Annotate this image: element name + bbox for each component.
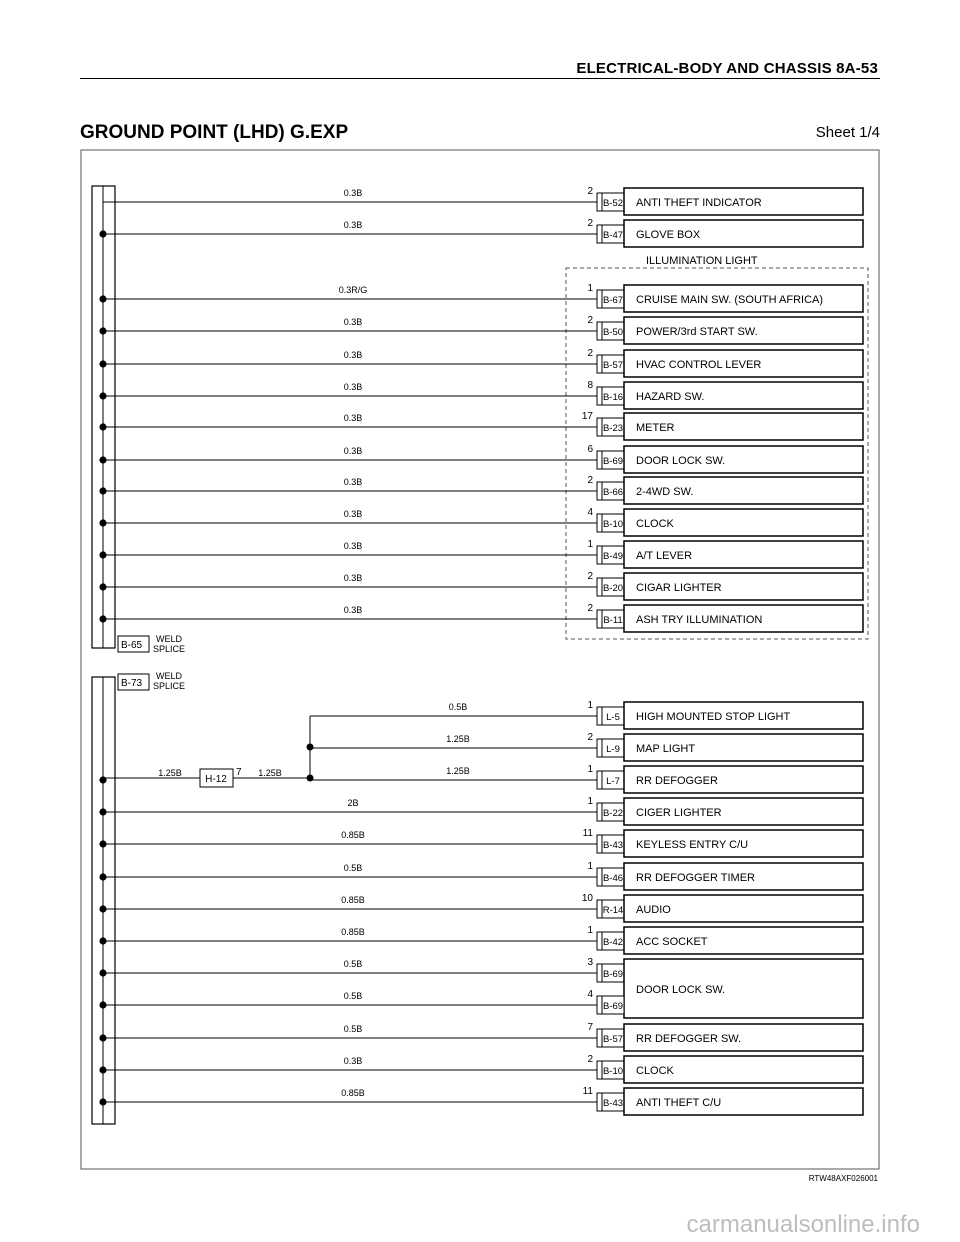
connector-tab (597, 835, 602, 853)
connector-tab (597, 707, 602, 725)
connector-tab (597, 900, 602, 918)
wire-label: 0.3B (343, 605, 363, 615)
ground-junction-dot (99, 615, 106, 622)
connector-tab (597, 739, 602, 757)
pin-number: 2 (587, 475, 593, 486)
wire-label: 0.5B (343, 863, 363, 873)
wire-label: 0.85B (341, 895, 365, 905)
watermark: carmanualsonline.info (686, 1211, 920, 1238)
pin-number: 2 (587, 186, 593, 197)
ground-junction-dot (99, 1098, 106, 1105)
connector-tab (597, 1093, 602, 1111)
connector-id: B-69 (602, 456, 624, 467)
junction-dot (307, 744, 314, 751)
pin-number: 2 (587, 218, 593, 229)
pin-number: 2 (587, 603, 593, 614)
h12-pin: 7 (236, 767, 242, 778)
ground-junction-dot (99, 808, 106, 815)
pin-number: 11 (582, 1086, 593, 1097)
ground-junction-dot (99, 873, 106, 880)
wire-label: 2B (347, 798, 359, 808)
connector-id: B-11 (603, 615, 623, 626)
h12-wire-right: 1.25B (258, 768, 282, 778)
wire-label: 0.3B (343, 382, 363, 392)
pin-number: 2 (587, 315, 593, 326)
ground-junction-dot (99, 1001, 106, 1008)
component-label: CLOCK (636, 518, 674, 530)
component-label: RR DEFOGGER TIMER (636, 872, 755, 884)
pin-number: 1 (587, 539, 593, 550)
ground-junction-dot (99, 905, 106, 912)
connector-id: B-66 (602, 487, 624, 498)
pin-number: 4 (587, 507, 593, 518)
component-label: ANTI THEFT INDICATOR (636, 197, 762, 209)
component-label: KEYLESS ENTRY C/U (636, 839, 749, 851)
connector-id: B-43 (602, 840, 624, 851)
ground-junction-dot (99, 360, 106, 367)
wire-label: 1.25B (446, 766, 470, 776)
wire-label: 0.3B (343, 446, 363, 456)
connector-tab (597, 482, 602, 500)
pin-number: 1 (587, 925, 593, 936)
pin-number: 1 (587, 861, 593, 872)
component-label: CRUISE MAIN SW. (SOUTH AFRICA) (636, 294, 824, 306)
connector-id: B-42 (602, 937, 624, 948)
splice-b65-label-1: WELD (155, 634, 183, 644)
component-label: HIGH MOUNTED STOP LIGHT (636, 711, 791, 723)
pin-number: 1 (587, 283, 593, 294)
ground-junction-dot (99, 230, 106, 237)
component-label: RR DEFOGGER SW. (636, 1033, 742, 1045)
pin-number: 8 (587, 380, 593, 391)
connector-id: B-49 (602, 551, 624, 562)
wire-label: 0.5B (343, 959, 363, 969)
connector-tab (597, 193, 602, 211)
connector-id: B-23 (602, 423, 624, 434)
ground-junction-dot (99, 551, 106, 558)
connector-tab (597, 290, 602, 308)
connector-tab (597, 932, 602, 950)
connector-tab (597, 1061, 602, 1079)
connector-tab (597, 514, 602, 532)
component-label: DOOR LOCK SW. (636, 455, 726, 467)
pin-number: 3 (587, 957, 593, 968)
wire-label: 0.85B (341, 1088, 365, 1098)
connector-id: B-10 (602, 519, 624, 530)
connector-tab (597, 610, 602, 628)
wire-label: 0.3B (343, 1056, 363, 1066)
ground-junction-dot (99, 327, 106, 334)
pin-number: 11 (582, 828, 593, 839)
connector-id: B-47 (602, 230, 624, 241)
component-label: HAZARD SW. (636, 391, 705, 403)
wire-label: 0.3B (343, 509, 363, 519)
ground-junction-dot (99, 840, 106, 847)
h12-wire-left: 1.25B (158, 768, 182, 778)
pin-number: 2 (587, 571, 593, 582)
illumination-light-label: ILLUMINATION LIGHT (646, 255, 758, 267)
component-label: ANTI THEFT C/U (636, 1097, 722, 1109)
component-label: 2-4WD SW. (636, 486, 694, 498)
connector-id: B-57 (602, 360, 624, 371)
connector-tab (597, 387, 602, 405)
pin-number: 2 (587, 1054, 593, 1065)
wire-label: 0.3B (343, 573, 363, 583)
component-label: RR DEFOGGER (636, 775, 718, 787)
ground-junction-dot (99, 487, 106, 494)
connector-id: B-43 (602, 1098, 624, 1109)
connector-id: L-5 (606, 712, 620, 723)
wire-label: 0.5B (343, 991, 363, 1001)
sheet-number: Sheet 1/4 (815, 124, 880, 141)
connector-tab (597, 868, 602, 886)
component-label: DOOR LOCK SW. (636, 984, 726, 996)
splice-b73-label-1: WELD (155, 671, 183, 681)
connector-tab (597, 803, 602, 821)
component-label: METER (636, 422, 675, 434)
connector-tab (597, 578, 602, 596)
connector-tab (597, 418, 602, 436)
wire-label: 0.3B (343, 541, 363, 551)
splice-b65-id: B-65 (121, 640, 143, 651)
connector-id: B-20 (602, 583, 624, 594)
connector-id: B-46 (602, 873, 624, 884)
ground-junction-dot (99, 583, 106, 590)
connector-tab (597, 996, 602, 1014)
connector-id: B-10 (602, 1066, 624, 1077)
connector-id: R-14 (602, 905, 624, 916)
ground-junction-dot (99, 392, 106, 399)
splice-b73-id: B-73 (121, 678, 143, 689)
component-label: HVAC CONTROL LEVER (636, 359, 762, 371)
component-label: GLOVE BOX (636, 229, 701, 241)
connector-id: B-57 (602, 1034, 624, 1045)
wire-label: 0.85B (341, 927, 365, 937)
component-label: CIGAR LIGHTER (636, 582, 722, 594)
component-label: ASH TRY ILLUMINATION (636, 614, 763, 626)
component-label: MAP LIGHT (636, 743, 696, 755)
pin-number: 1 (587, 796, 593, 807)
component-label: ACC SOCKET (636, 936, 708, 948)
wire-label: 0.5B (448, 702, 468, 712)
connector-tab (597, 451, 602, 469)
connector-id: B-67 (602, 295, 624, 306)
connector-id: B-22 (602, 808, 624, 819)
pin-number: 17 (581, 411, 593, 422)
wire-label: 1.25B (446, 734, 470, 744)
connector-tab (597, 355, 602, 373)
connector-id: B-69 (602, 969, 624, 980)
connector-tab (597, 1029, 602, 1047)
connector-tab (597, 964, 602, 982)
wire-label: 0.3B (343, 317, 363, 327)
component-label: CIGER LIGHTER (636, 807, 722, 819)
component-label: AUDIO (636, 904, 671, 916)
pin-number: 2 (587, 348, 593, 359)
splice-b73-label-2: SPLICE (152, 681, 186, 691)
wire-label: 0.3B (343, 188, 363, 198)
ground-junction-dot (99, 969, 106, 976)
wire-label: 0.85B (341, 830, 365, 840)
ground-junction-dot (99, 937, 106, 944)
connector-tab (597, 771, 602, 789)
connector-id: B-69 (602, 1001, 624, 1012)
ground-junction-dot (99, 519, 106, 526)
connector-tab (597, 546, 602, 564)
component-label: POWER/3rd START SW. (636, 326, 758, 338)
page-header-title: ELECTRICAL-BODY AND CHASSIS 8A-53 (576, 60, 878, 77)
pin-number: 2 (587, 732, 593, 743)
wire-label: 0.3B (343, 350, 363, 360)
diagram-title: GROUND POINT (LHD) G.EXP (80, 122, 349, 143)
pin-number: 4 (587, 989, 593, 1000)
connector-id: B-16 (602, 392, 624, 403)
wire-label: 0.5B (343, 1024, 363, 1034)
pin-number: 10 (581, 893, 593, 904)
connector-id: L-7 (606, 776, 620, 787)
ground-junction-dot (99, 423, 106, 430)
h12-id: H-12 (205, 774, 227, 785)
component-label: CLOCK (636, 1065, 674, 1077)
ground-junction-dot (99, 1034, 106, 1041)
wire-label: 0.3R/G (338, 285, 368, 295)
connector-id: B-50 (602, 327, 624, 338)
connector-tab (597, 322, 602, 340)
wire-label: 0.3B (343, 477, 363, 487)
figure-code: RTW48AXF026001 (808, 1174, 878, 1183)
ground-junction-dot (99, 295, 106, 302)
ground-junction-dot (99, 456, 106, 463)
connector-tab (597, 225, 602, 243)
splice-b65-label-2: SPLICE (152, 644, 186, 654)
component-label: A/T LEVER (636, 550, 693, 562)
pin-number: 6 (587, 444, 593, 455)
pin-number: 1 (587, 764, 593, 775)
wire-label: 0.3B (343, 413, 363, 423)
pin-number: 1 (587, 700, 593, 711)
connector-id: L-9 (606, 744, 620, 755)
wire-label: 0.3B (343, 220, 363, 230)
ground-junction-dot (99, 776, 106, 783)
ground-junction-dot (99, 1066, 106, 1073)
pin-number: 7 (587, 1022, 593, 1033)
connector-id: B-52 (602, 198, 624, 209)
